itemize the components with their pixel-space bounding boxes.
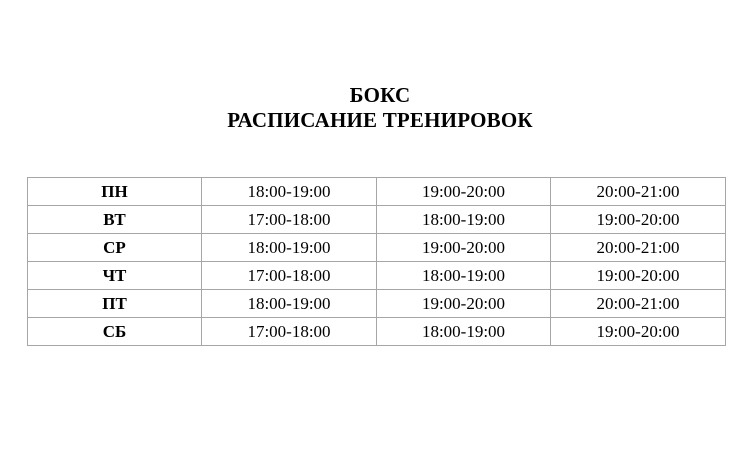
table-row: [28, 234, 726, 262]
day-cell: ЧТ: [28, 262, 202, 290]
time-slot-cell: 19:00-20:00: [377, 290, 551, 318]
day-cell: ВТ: [28, 206, 202, 234]
title-sport: БОКС: [349, 83, 411, 107]
day-cell: ПТ: [28, 290, 202, 318]
time-slot-cell: 18:00-19:00: [202, 178, 377, 206]
time-slot-cell: 19:00-20:00: [551, 318, 726, 346]
time-slot-cell: 17:00-18:00: [202, 206, 377, 234]
time-slot-cell: 20:00-21:00: [551, 178, 726, 206]
time-slot-cell: 17:00-18:00: [202, 318, 377, 346]
time-slot-cell: 20:00-21:00: [551, 234, 726, 262]
time-slot-cell: 18:00-19:00: [377, 206, 551, 234]
table-row: [28, 206, 726, 234]
title-schedule: РАСПИСАНИЕ ТРЕНИРОВОК: [227, 108, 533, 132]
schedule-table: [27, 177, 726, 346]
time-slot-cell: 19:00-20:00: [377, 234, 551, 262]
table-row: [28, 318, 726, 346]
day-cell: ПН: [28, 178, 202, 206]
table-row: [28, 290, 726, 318]
time-slot-cell: 17:00-18:00: [202, 262, 377, 290]
time-slot-cell: 19:00-20:00: [551, 206, 726, 234]
time-slot-cell: 20:00-21:00: [551, 290, 726, 318]
time-slot-cell: 19:00-20:00: [551, 262, 726, 290]
time-slot-cell: 18:00-19:00: [377, 262, 551, 290]
time-slot-cell: 18:00-19:00: [202, 234, 377, 262]
day-cell: СБ: [28, 318, 202, 346]
time-slot-cell: 19:00-20:00: [377, 178, 551, 206]
page-title: [0, 83, 750, 133]
time-slot-cell: 18:00-19:00: [377, 318, 551, 346]
time-slot-cell: 18:00-19:00: [202, 290, 377, 318]
day-cell: СР: [28, 234, 202, 262]
table-row: [28, 262, 726, 290]
table-row: [28, 178, 726, 206]
